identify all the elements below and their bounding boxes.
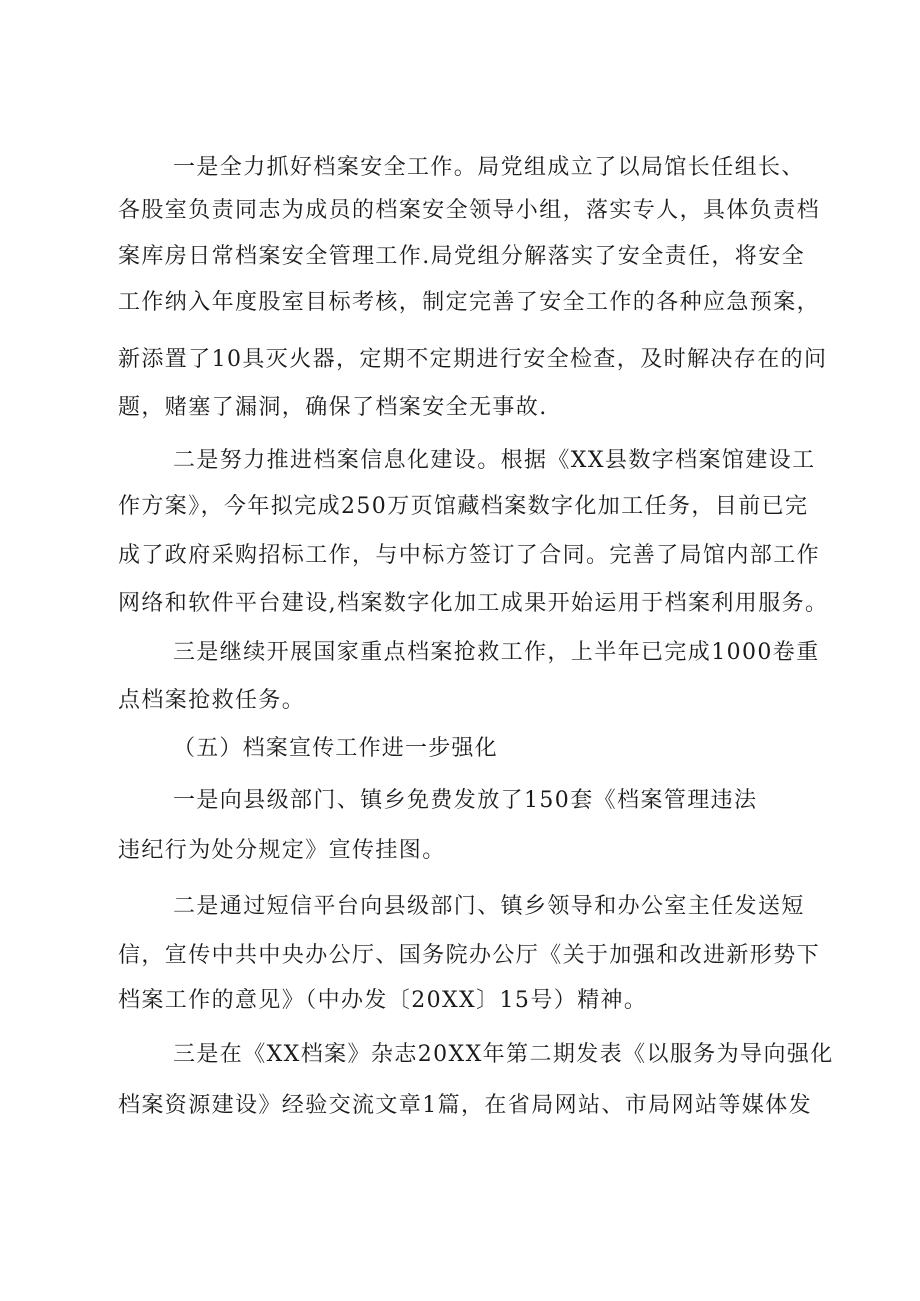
paragraph-1-line-6: 题，赌塞了漏洞，确保了档案安全无事故. [118,395,548,420]
paragraph-1-line-3: 案库房日常档案安全管理工作.局党组分解落实了安全责任，将安全 [118,244,805,269]
section-heading: （五）档案宣传工作进一步强化 [173,736,498,761]
paragraph-1-line-1: 一是全力抓好档案安全工作。局党组成立了以局馆长任组长、 [173,155,805,180]
paragraph-2-line-1: 二是努力推进档案信息化建设。根据《XX县数字档案馆建设工 [173,448,816,473]
paragraph-6-line-2: 档案资源建设》经验交流文章1篇，在省局网站、市局网站等媒体发 [118,1093,812,1118]
paragraph-3-line-1: 三是继续开展国家重点档案抢救工作，上半年已完成1000卷重 [173,640,820,665]
paragraph-1-line-2: 各股室负责同志为成员的档案安全领导小组，落实专人，具体负责档 [118,198,821,223]
paragraph-2-line-4: 网络和软件平台建设,档案数字化加工成果开始运用于档案利用服务。 [118,591,829,616]
paragraph-4-line-1: 一是向县级部门、镇乡免费发放了150套《档案管理违法 [173,788,758,813]
paragraph-2-line-2: 作方案》，今年拟完成250万页馆藏档案数字化加工任务，目前已完 [118,494,809,519]
paragraph-4-line-2: 违纪行为处分规定》宣传挂图。 [118,838,446,863]
paragraph-5-line-3: 档案工作的意见》（中办发〔20XX〕15号）精神。 [118,988,648,1013]
paragraph-2-line-3: 成了政府采购招标工作，与中标方签订了合同。完善了局馆内部工作 [118,543,821,568]
paragraph-1-line-4: 工作纳入年度股室目标考核，制定完善了安全工作的各种应急预案， [118,290,821,315]
paragraph-5-line-2: 信，宣传中共中央办公厅、国务院办公厅《关于加强和改进新形势下 [118,943,821,968]
paragraph-6-line-1: 三是在《XX档案》杂志20XX年第二期发表《以服务为导向强化 [173,1042,834,1067]
paragraph-1-line-5: 新添置了10具灭火器，定期不定期进行安全检查，及时解决存在的问 [118,347,828,372]
paragraph-3-line-2: 点档案抢救任务。 [118,688,306,713]
paragraph-5-line-1: 二是通过短信平台向县级部门、镇乡领导和办公室主任发送短 [173,894,805,919]
